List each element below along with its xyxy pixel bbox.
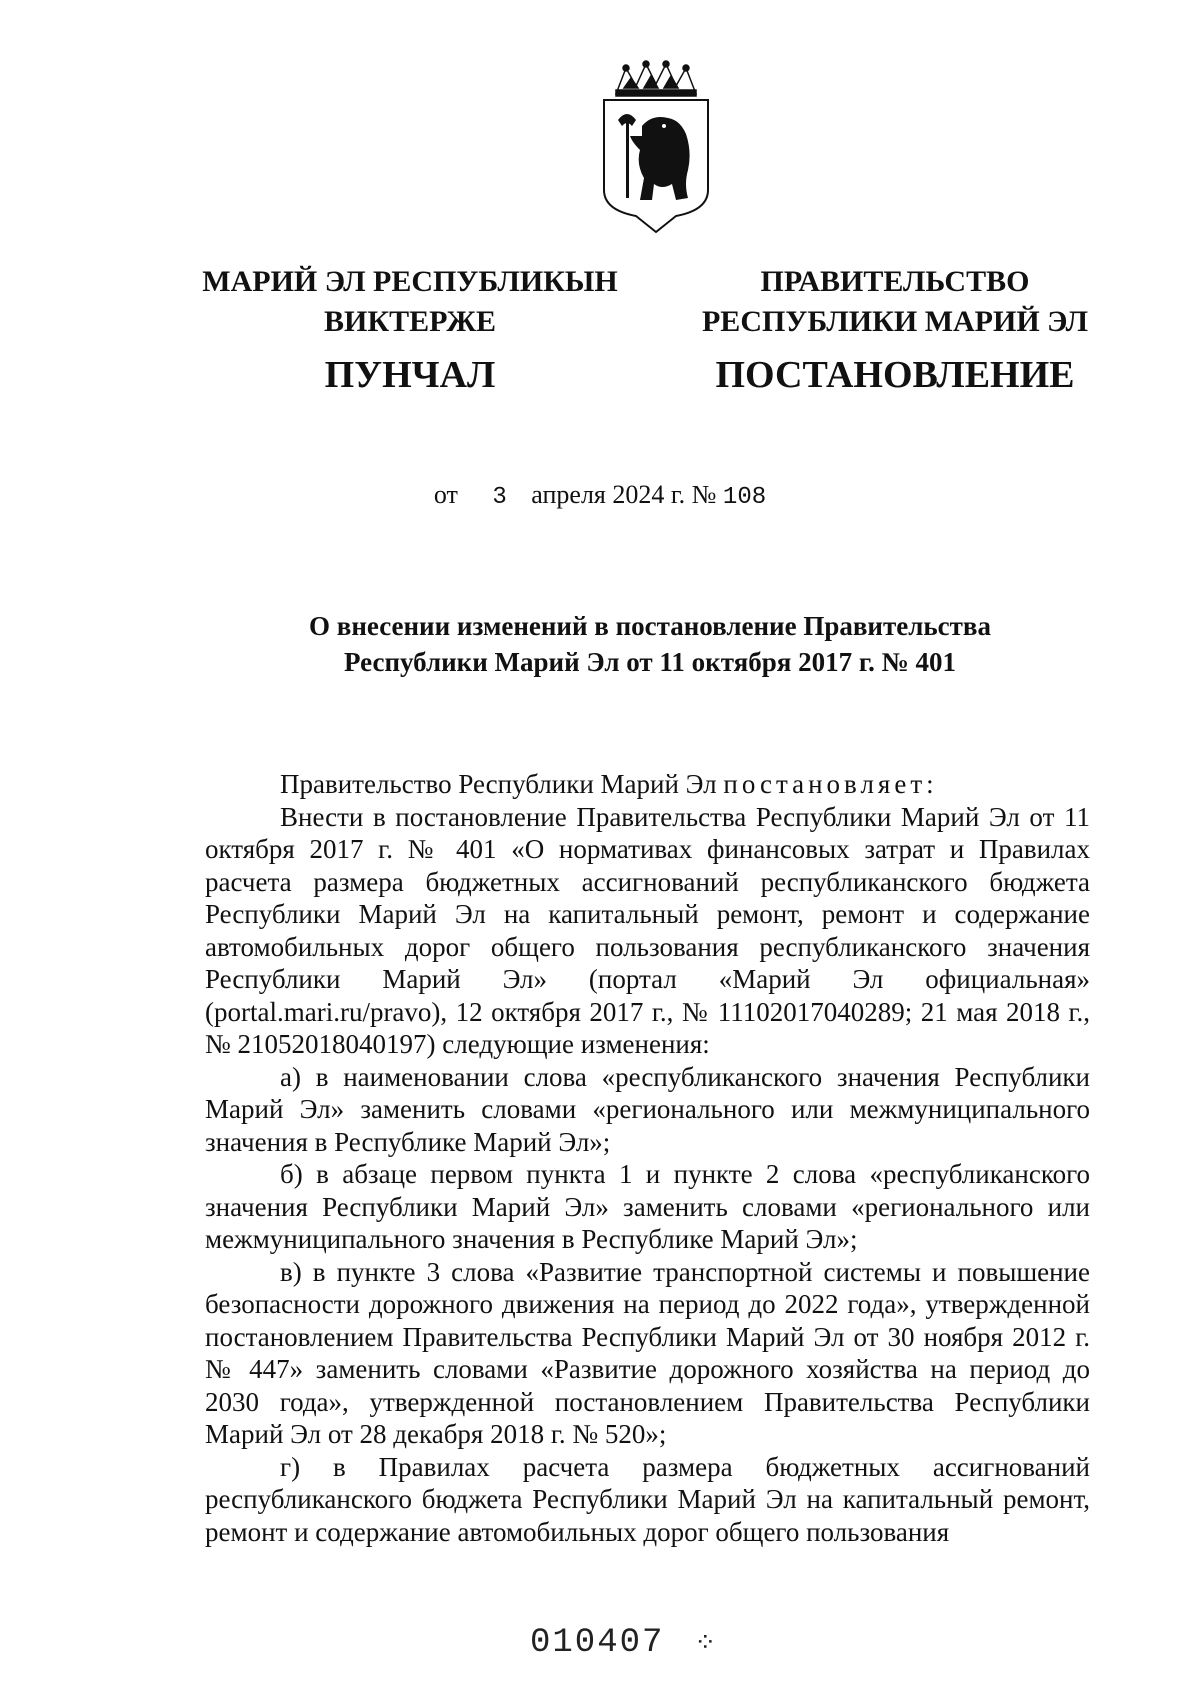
footer-serial — [530, 1624, 716, 1662]
dateline-month-year: апреля 2024 г. № — [531, 480, 717, 509]
intro-paragraph — [205, 768, 1090, 801]
header-left-line1: МАРИЙ ЭЛ РЕСПУБЛИКЫН — [202, 265, 618, 298]
header-right-doc-type: ПОСТАНОВЛЕНИЕ — [715, 354, 1075, 396]
crown-icon — [616, 61, 696, 96]
item-v: в) в пункте 3 слова «Развитие транспортной системы и повышение безопасности дорожного движения на период до 2022 года», утвержденной постановлением Правительства Республики Марий Эл от 30 ноября 2012 г. № 447» заменить словами «Развитие дорожного хозяйства на период до 2030 года», утвержденной постановлением Правительства Республики Марий Эл от 28 декабря 2018 г. № 520»; — [205, 1256, 1090, 1449]
dateline-day: 3 — [492, 484, 507, 511]
header-right — [680, 262, 1110, 398]
header-left-line2: ВИКТЕРЖЕ — [323, 305, 497, 338]
item-a: а) в наименовании слова «республиканского значения Республики Марий Эл» заменить словами «регионального или межмуниципального значения в Республике Марий Эл»; — [205, 1061, 1090, 1157]
document-title — [200, 608, 1100, 680]
intro-text: Правительство Республики Марий Эл — [280, 769, 724, 799]
title-line2: Республики Марий Эл от 11 октября 2017 г. № 401 — [344, 647, 956, 677]
title-line1: О внесении изменений в постановление Правительства — [309, 611, 991, 641]
header-right-line1: ПРАВИТЕЛЬСТВО — [760, 265, 1030, 298]
footer-mark-icon: ⁘ — [694, 1629, 717, 1659]
document-body — [205, 768, 1090, 1548]
header-left-doc-type: ПУНЧАЛ — [324, 354, 496, 396]
header-left — [190, 262, 630, 398]
document-dateline — [0, 480, 1200, 511]
paragraph-main: Внести в постановление Правительства Республики Марий Эл от 11 октября 2017 г. № 401 «О нормативах финансовых затрат и Правилах расчета размера бюджетных ассигнований республиканского бюджета Республики Марий Эл на капитальный ремонт, ремонт и содержание автомобильных дорог общего пользования республиканского значения Республики Марий Эл» (портал «Марий Эл официальная» (portal.mari.ru/pravo), 12 октября 2017 г., № 11102017040289; 21 мая 2018 г., № 21052018040197) следующие изменения: — [205, 801, 1090, 1059]
dateline-number: 108 — [722, 484, 767, 511]
bear-icon — [618, 114, 690, 200]
item-b: б) в абзаце первом пункта 1 и пункте 2 слова «республиканского значения Республики Марий Эл» заменить словами «регионального или межмуниципального значения в Республике Марий Эл»; — [205, 1159, 1090, 1254]
serial-number: 010407 — [530, 1624, 665, 1662]
coat-of-arms-emblem — [596, 60, 716, 236]
item-g: г) в Правилах расчета размера бюджетных ассигнований республиканского бюджета Республики Марий Эл на капитальный ремонт, ремонт и содержание автомобильных дорог общего пользования — [205, 1451, 1090, 1547]
dateline-prefix: от — [433, 480, 458, 509]
intro-decree-word: постановляет: — [723, 769, 938, 799]
header-right-line2: РЕСПУБЛИКИ МАРИЙ ЭЛ — [701, 305, 1088, 338]
